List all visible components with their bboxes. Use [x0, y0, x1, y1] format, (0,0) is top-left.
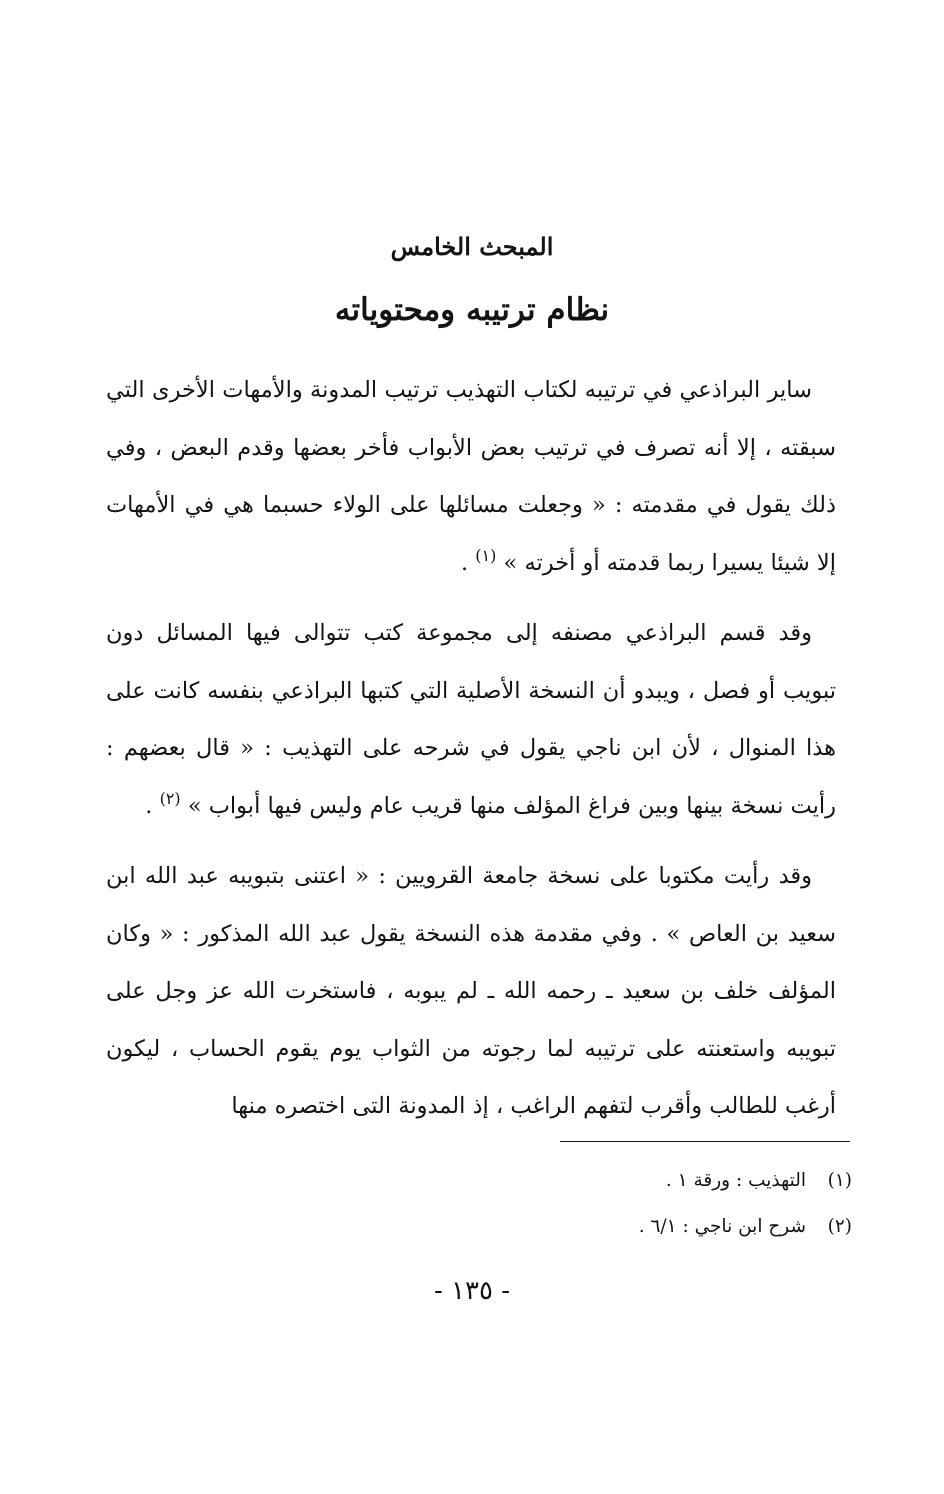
footnote-text: شرح ابن ناجي : ٦/١ .	[638, 1216, 806, 1237]
paragraph-text: ساير البراذعي في ترتيبه لكتاب التهذيب ترتيب المدونة والأمهات الأخرى التي سبقته ، إلا أنه تصرف في ترتيب بعض الأبواب فأخر بعضها وقدم البعض ، وفي ذلك يقول في مقدمته : « وجعلت مسائلها على الولاء حسبما هي في الأمهات إلا شيئا يسيرا ربما قدمته أو أخرته »	[106, 377, 836, 576]
section-title: نظام ترتيبه ومحتوياته	[334, 292, 610, 328]
paragraph-3	[106, 848, 836, 1136]
footnote-number: (٢)	[827, 1216, 852, 1237]
footnote-number: (١)	[827, 1170, 852, 1191]
footnote-1	[122, 1158, 852, 1204]
paragraph-2	[106, 605, 836, 835]
footnote-divider	[560, 1141, 850, 1142]
body-text	[106, 362, 836, 1149]
paragraph-tail: .	[145, 792, 160, 819]
paragraph-text: وقد قسم البراذعي مصنفه إلى مجموعة كتب تتوالى فيها المسائل دون تبويب أو فصل ، ويبدو أن النسخة الأصلية التي كتبها البراذعي بنفسه كانت على هذا المنوال ، لأن ابن ناجي يقول في شرحه على التهذيب : « قال بعضهم : رأيت نسخة بينها وبين فراغ المؤلف منها قريب عام وليس فيها أبواب »	[106, 620, 836, 819]
page-number: - ١٣٥ -	[433, 1276, 511, 1306]
footnotes	[122, 1158, 852, 1250]
footnote-text: التهذيب : ورقة ١ .	[665, 1170, 806, 1191]
section-label: المبحث الخامس	[390, 232, 554, 261]
paragraph-text: وقد رأيت مكتوبا على نسخة جامعة القرويين : « اعتنى بتبويبه عبد الله ابن سعيد بن العاص » . وفي مقدمة هذه النسخة يقول عبد الله المذكور : « وكان المؤلف خلف بن سعيد ـ رحمه الله ـ لم يبوبه ، فاستخرت الله عز وجل على تبويبه واستعنته على ترتيبه لما رجوته من الثواب يوم يقوم الحساب ، ليكون أرغب للطالب وأقرب لتفهم الراغب ، إذ المدونة التى اختصره منها	[106, 863, 836, 1119]
paragraph-tail: .	[460, 549, 476, 576]
footnote-2	[122, 1204, 852, 1250]
footnote-marker-1: (١)	[475, 545, 497, 565]
paragraph-1	[106, 362, 836, 592]
footnote-marker-2: (٢)	[159, 788, 181, 808]
